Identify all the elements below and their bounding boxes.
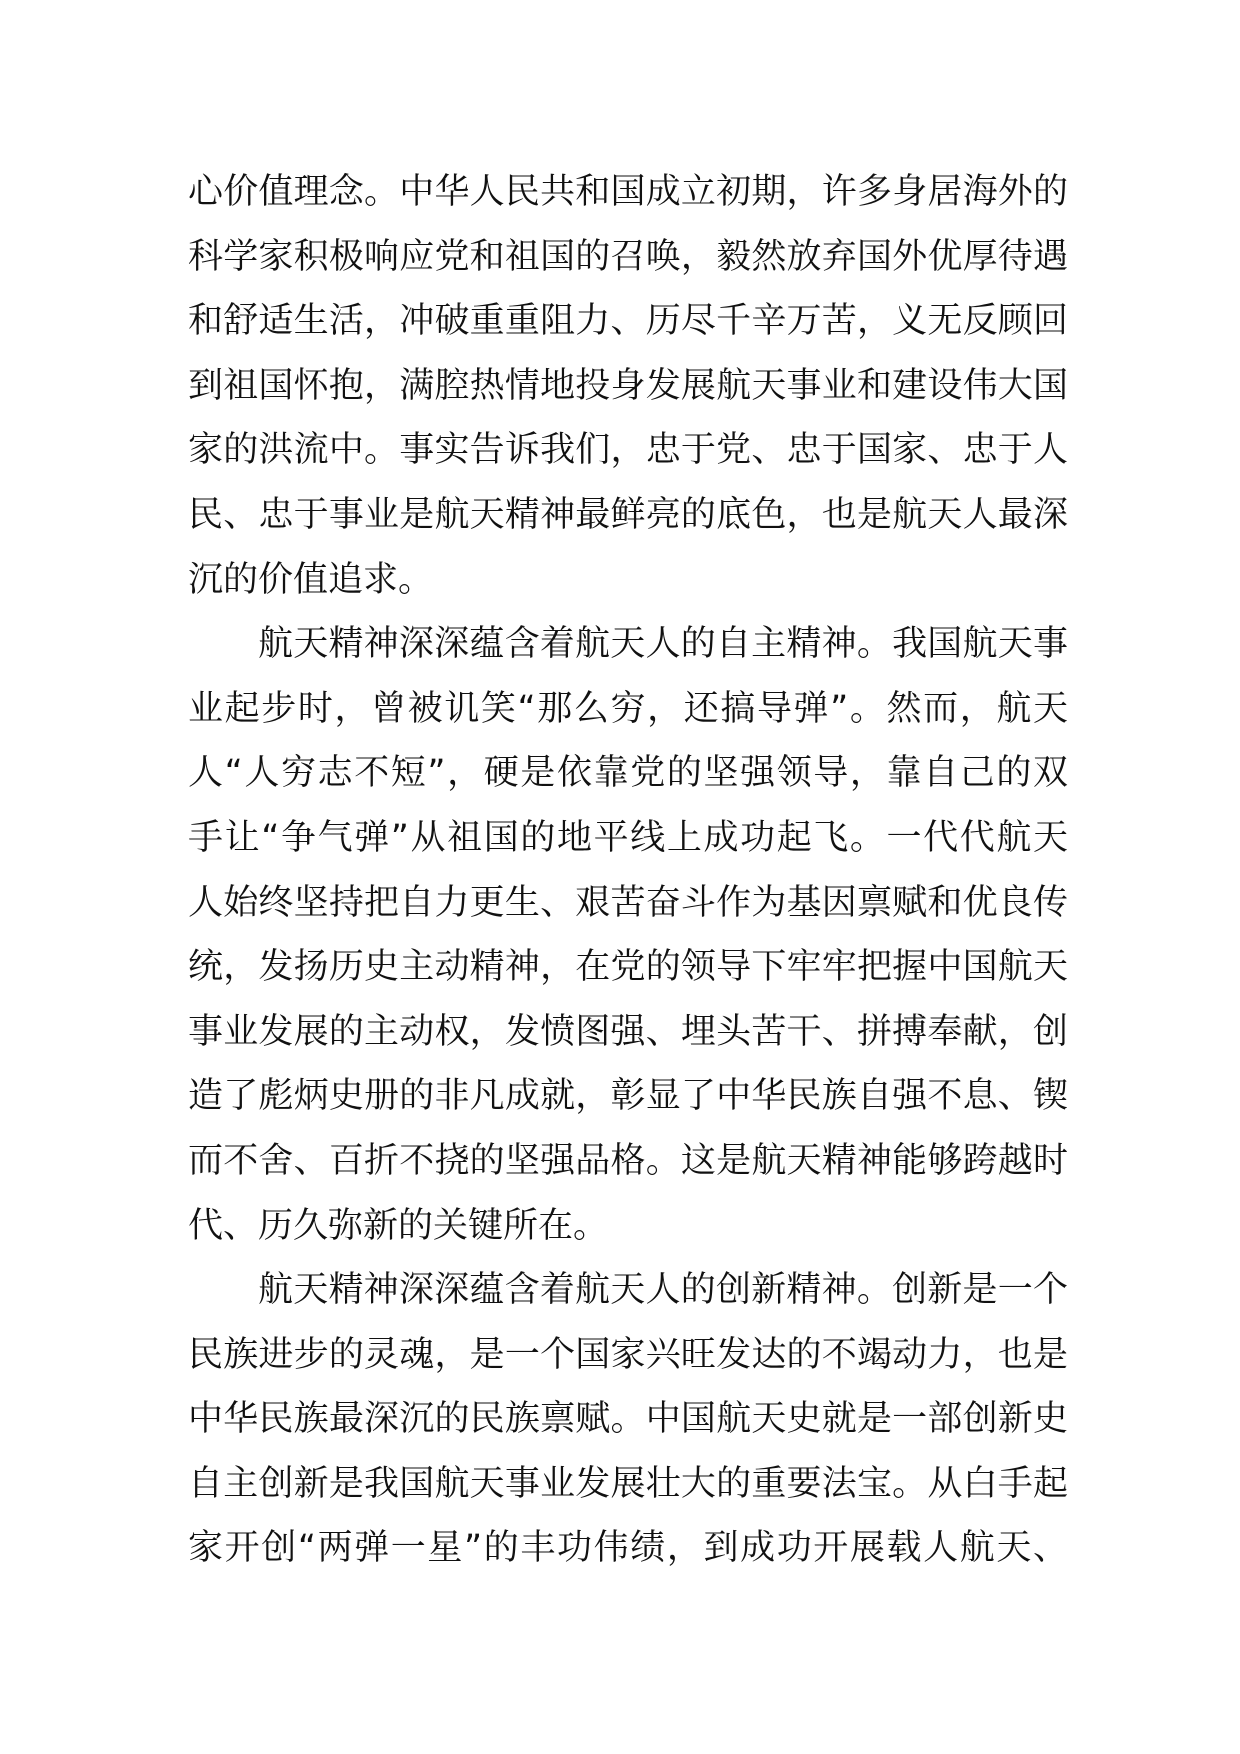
paragraph-end-line: 沉的价值追求。 bbox=[188, 559, 434, 600]
text-line: 心价值理念。中华人民共和国成立初期，许多身居海外的 bbox=[188, 172, 1068, 212]
paragraph-first-line: 航天精神深深蕴含着航天人的自主精神。我国航天事 bbox=[258, 624, 1068, 665]
text-line: 事业发展的主动权，发愤图强、埋头苦干、拼搏奉献，创 bbox=[188, 1011, 1068, 1052]
text-line: 人“人穷志不短”，硬是依靠党的坚强领导，靠自己的双 bbox=[188, 753, 1068, 794]
paragraph-end-line: 代、历久弥新的关键所在。 bbox=[188, 1205, 609, 1246]
text-line: 统，发扬历史主动精神，在党的领导下牢牢把握中国航天 bbox=[188, 947, 1068, 988]
text-line: 业起步时，曾被讥笑“那么穷，还搞导弹”。然而，航天 bbox=[188, 688, 1068, 729]
text-line: 自主创新是我国航天事业发展壮大的重要法宝。从白手起 bbox=[188, 1463, 1068, 1504]
body-text bbox=[188, 160, 1068, 1581]
text-line: 中华民族最深沉的民族禀赋。中国航天史就是一部创新史 bbox=[188, 1399, 1068, 1440]
text-line: 民、忠于事业是航天精神最鲜亮的底色，也是航天人最深 bbox=[188, 494, 1068, 535]
text-line: 科学家积极响应党和祖国的召唤，毅然放弃国外优厚待遇 bbox=[188, 236, 1068, 277]
text-line: 而不舍、百折不挠的坚强品格。这是航天精神能够跨越时 bbox=[188, 1140, 1068, 1181]
text-line: 民族进步的灵魂，是一个国家兴旺发达的不竭动力，也是 bbox=[188, 1334, 1068, 1375]
text-line: 人始终坚持把自力更生、艰苦奋斗作为基因禀赋和优良传 bbox=[188, 882, 1068, 923]
text-line: 家开创“两弹一星”的丰功伟绩，到成功开展载人航天、 bbox=[188, 1528, 1068, 1569]
text-line: 到祖国怀抱，满腔热情地投身发展航天事业和建设伟大国 bbox=[188, 365, 1068, 406]
text-line: 手让“争气弹”从祖国的地平线上成功起飞。一代代航天 bbox=[188, 817, 1068, 858]
paragraph-first-line: 航天精神深深蕴含着航天人的创新精神。创新是一个 bbox=[258, 1270, 1068, 1311]
text-line: 造了彪炳史册的非凡成就，彰显了中华民族自强不息、锲 bbox=[188, 1076, 1068, 1117]
text-line: 和舒适生活，冲破重重阻力、历尽千辛万苦，义无反顾回 bbox=[188, 301, 1068, 342]
text-line: 家的洪流中。事实告诉我们，忠于党、忠于国家、忠于人 bbox=[188, 430, 1068, 471]
